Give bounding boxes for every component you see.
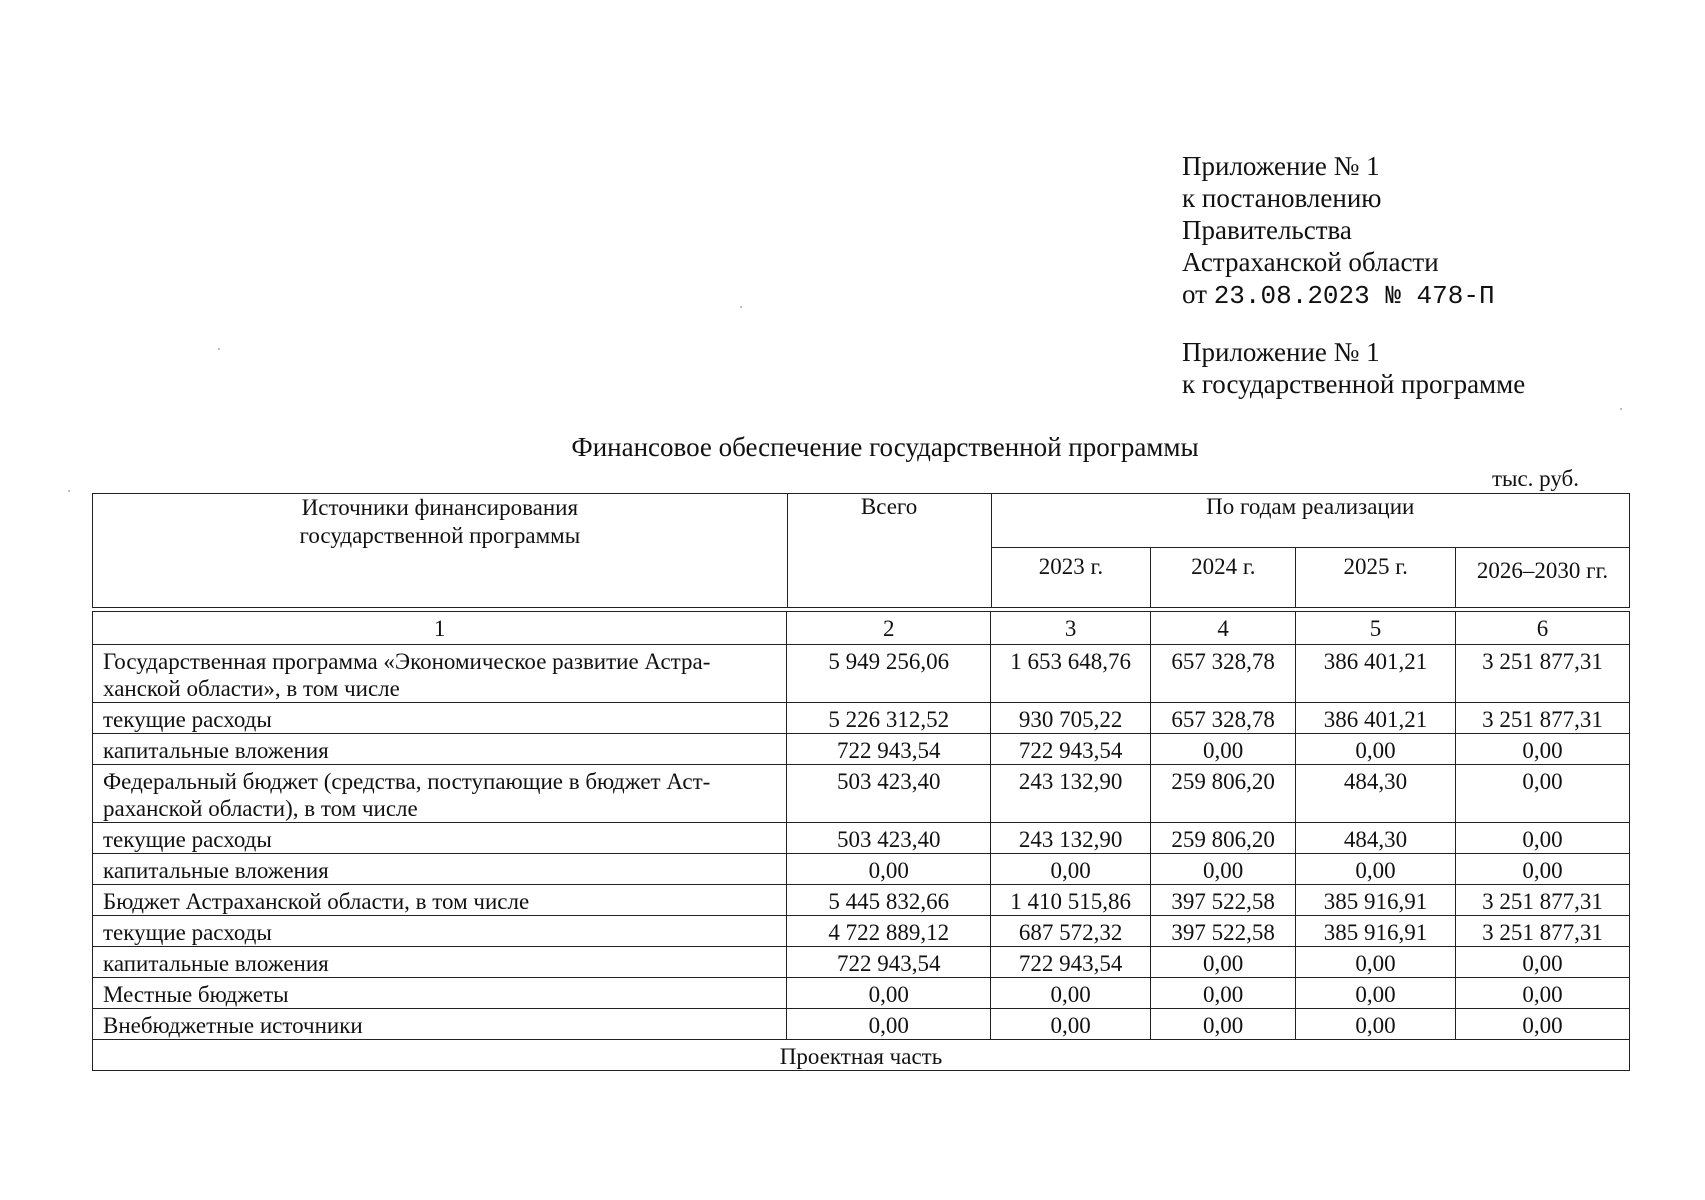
row-label: Местные бюджеты (93, 978, 787, 1009)
row-value: 657 328,78 (1151, 645, 1296, 703)
row-value: 3 251 877,31 (1456, 916, 1630, 947)
column-number: 4 (1151, 612, 1296, 645)
header-by-years: По годам реализации (991, 494, 1630, 548)
column-number: 6 (1456, 612, 1630, 645)
table-row (93, 854, 1630, 885)
column-number: 2 (787, 612, 991, 645)
row-value: 503 423,40 (787, 765, 991, 823)
row-value: 0,00 (991, 1009, 1151, 1040)
row-value: 0,00 (1296, 947, 1456, 978)
table-row (93, 823, 1630, 854)
row-value: 0,00 (1456, 734, 1630, 765)
row-value: 4 722 889,12 (787, 916, 991, 947)
row-value: 0,00 (1456, 1009, 1630, 1040)
row-value: 3 251 877,31 (1456, 885, 1630, 916)
annex-decree-number: 23.08.2023 № 478-П (1213, 281, 1495, 311)
row-label: текущие расходы (93, 916, 787, 947)
column-number: 5 (1296, 612, 1456, 645)
annex-decree-prefix: от (1182, 279, 1207, 309)
row-value: 1 653 648,76 (991, 645, 1151, 703)
row-value: 243 132,90 (991, 765, 1151, 823)
header-total: Всего (787, 494, 991, 608)
annex2-line-2: к государственной программе (1182, 369, 1526, 399)
row-value: 657 328,78 (1151, 703, 1296, 734)
row-value: 397 522,58 (1151, 916, 1296, 947)
row-value: 722 943,54 (787, 947, 991, 978)
row-value: 0,00 (1456, 823, 1630, 854)
row-value: 722 943,54 (787, 734, 991, 765)
table-row (93, 978, 1630, 1009)
row-value: 0,00 (1296, 1009, 1456, 1040)
row-value: 385 916,91 (1296, 916, 1456, 947)
table-row (93, 947, 1630, 978)
document-title: Финансовое обеспечение государственной программы (571, 432, 1199, 462)
column-number: 1 (93, 612, 787, 645)
row-label: текущие расходы (93, 703, 787, 734)
table-row (93, 734, 1630, 765)
scan-speck (218, 348, 220, 350)
row-value: 385 916,91 (1296, 885, 1456, 916)
row-value: 0,00 (1296, 978, 1456, 1009)
row-value: 0,00 (787, 978, 991, 1009)
row-value: 259 806,20 (1151, 765, 1296, 823)
row-value: 484,30 (1296, 823, 1456, 854)
row-value: 386 401,21 (1296, 703, 1456, 734)
row-value: 5 949 256,06 (787, 645, 991, 703)
header-year-2023: 2023 г. (991, 548, 1151, 608)
annex-decree-date (1182, 278, 1495, 312)
row-value: 687 572,32 (991, 916, 1151, 947)
row-value: 930 705,22 (991, 703, 1151, 734)
scan-speck (1620, 408, 1622, 410)
row-label: капитальные вложения (93, 734, 787, 765)
row-value: 0,00 (1456, 947, 1630, 978)
annex-program-header (1182, 336, 1525, 400)
scan-speck (68, 490, 70, 492)
row-value: 0,00 (787, 854, 991, 885)
row-value: 0,00 (1151, 734, 1296, 765)
row-value: 0,00 (991, 854, 1151, 885)
row-value: 0,00 (1151, 854, 1296, 885)
row-value: 386 401,21 (1296, 645, 1456, 703)
table-row (93, 885, 1630, 916)
row-value: 0,00 (1456, 765, 1630, 823)
table-row (93, 1009, 1630, 1040)
row-label: Внебюджетные источники (93, 1009, 787, 1040)
annex-line-2: к постановлению (1182, 183, 1382, 213)
header-year-2024: 2024 г. (1151, 548, 1296, 608)
annex-line-4: Астраханской области (1182, 247, 1439, 277)
row-label: Бюджет Астраханской области, в том числе (93, 885, 787, 916)
column-numbers-row (93, 612, 1630, 645)
header-year-2025: 2025 г. (1296, 548, 1456, 608)
row-value: 722 943,54 (991, 947, 1151, 978)
row-label: Федеральный бюджет (средства, поступающие в бюджет Аст-раханской области), в том числе (93, 765, 787, 823)
table-row (93, 765, 1630, 823)
header-year-2026-2030: 2026–2030 гг. (1456, 548, 1630, 608)
finance-table-body (92, 611, 1630, 1071)
section-row (93, 1040, 1630, 1071)
row-value: 5 226 312,52 (787, 703, 991, 734)
section-row-label: Проектная часть (93, 1040, 1630, 1071)
finance-table-header (92, 493, 1630, 608)
annex-header (1182, 150, 1495, 312)
row-value: 3 251 877,31 (1456, 703, 1630, 734)
row-value: 0,00 (1456, 978, 1630, 1009)
row-value: 1 410 515,86 (991, 885, 1151, 916)
table-row (93, 703, 1630, 734)
row-value: 397 522,58 (1151, 885, 1296, 916)
row-value: 484,30 (1296, 765, 1456, 823)
units-label: тыс. руб. (1491, 466, 1579, 491)
row-label: Государственная программа «Экономическое развитие Астра-ханской области», в том числе (93, 645, 787, 703)
annex-line-1: Приложение № 1 (1182, 151, 1380, 181)
row-value: 0,00 (991, 978, 1151, 1009)
annex-line-3: Правительства (1182, 215, 1352, 245)
row-value: 0,00 (1151, 1009, 1296, 1040)
row-value: 0,00 (1296, 734, 1456, 765)
row-value: 0,00 (1151, 978, 1296, 1009)
row-value: 3 251 877,31 (1456, 645, 1630, 703)
row-value: 0,00 (1151, 947, 1296, 978)
table-row (93, 916, 1630, 947)
column-number: 3 (991, 612, 1151, 645)
row-value: 0,00 (1456, 854, 1630, 885)
row-value: 503 423,40 (787, 823, 991, 854)
row-label: капитальные вложения (93, 947, 787, 978)
row-label: текущие расходы (93, 823, 787, 854)
row-value: 5 445 832,66 (787, 885, 991, 916)
row-value: 722 943,54 (991, 734, 1151, 765)
row-value: 259 806,20 (1151, 823, 1296, 854)
row-value: 243 132,90 (991, 823, 1151, 854)
scan-speck (740, 306, 742, 308)
row-value: 0,00 (787, 1009, 991, 1040)
header-sources: Источники финансирования государственной программы (93, 494, 788, 608)
row-value: 0,00 (1296, 854, 1456, 885)
annex2-line-1: Приложение № 1 (1182, 337, 1380, 367)
table-row (93, 645, 1630, 703)
row-label: капитальные вложения (93, 854, 787, 885)
